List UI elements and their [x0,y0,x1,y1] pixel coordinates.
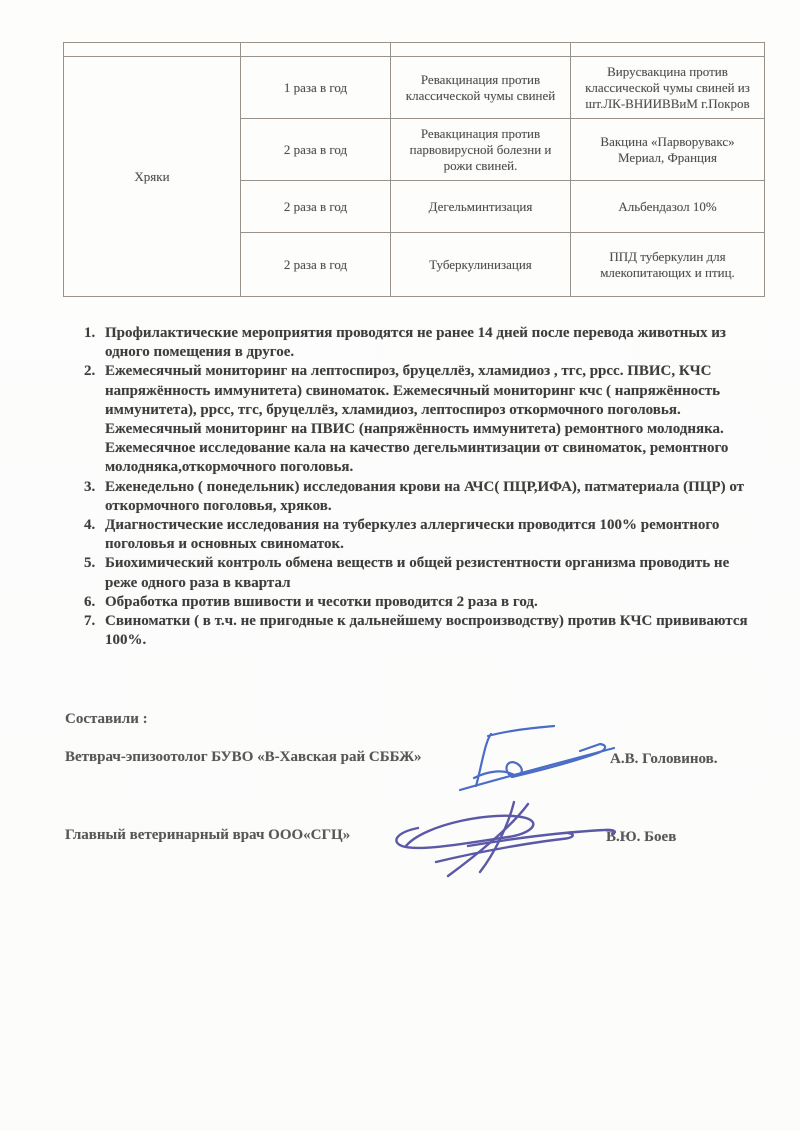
note-number: 3. [84,478,96,495]
note-item [84,554,748,592]
frequency-cell: 2 раза в год [241,181,391,233]
signature-golovinov [452,720,632,798]
note-item [84,612,748,650]
preparation-cell: Вирусвакцина против классической чумы свиней из шт.ЛК-ВНИИВВиМ г.Покров [571,57,765,119]
note-item [84,362,748,477]
frequency-cell: 2 раза в год [241,233,391,297]
procedure-cell: Ревакцинация против парвовирусной болезни и рожи свиней. [391,119,571,181]
preparation-cell: Альбендазол 10% [571,181,765,233]
procedure-cell: Ревакцинация против классической чумы свиней [391,57,571,119]
note-number: 4. [84,517,96,534]
signer-title-chief-vet: Главный ветеринарный врач ООО«СГЦ» [65,827,351,843]
animal-group-cell: Хряки [64,57,241,297]
table-row [64,57,765,119]
prepared-by-label: Составили : [65,711,148,727]
frequency-cell: 2 раза в год [241,119,391,181]
procedure-cell: Туберкулинизация [391,233,571,297]
procedure-cell: Дегельминтизация [391,181,571,233]
signature-boev [376,792,628,888]
note-number: 5. [84,555,96,572]
signer-title-epizootologist: Ветврач-эпизоотолог БУВО «В-Хавская рай СББЖ» [65,749,422,765]
note-number: 7. [84,613,96,630]
table-header-row [64,43,765,57]
signer-name-golovinov: А.В. Головинов. [610,751,718,767]
note-item [84,324,748,362]
header-cell-empty [241,43,391,57]
note-number: 6. [84,593,96,610]
note-number: 2. [84,363,96,380]
note-text: Диагностические исследования на туберкулез аллергически проводится 100% ремонтного поголовья и основных свиноматок. [105,517,720,553]
note-item [84,516,748,554]
note-number: 1. [84,325,96,341]
note-text: Еженедельно ( понедельник) исследования крови на АЧС( ПЦР,ИФА), патматериала (ПЦР) от откормочного поголовья, хряков. [105,478,744,514]
header-cell-empty [391,43,571,57]
header-cell-empty [571,43,765,57]
note-text: Профилактические мероприятия проводятся не ранее 14 дней после перевода животных из одного помещения в другое. [105,325,726,361]
notes-list [84,324,748,650]
note-item [84,593,748,612]
signer-name-boev: В.Ю. Боев [606,829,677,845]
frequency-cell: 1 раза в год [241,57,391,119]
vaccination-table [63,42,765,297]
note-item [84,478,748,516]
preparation-cell: Вакцина «Парворувакс» Мериал, Франция [571,119,765,181]
preparation-cell: ППД туберкулин для млекопитающих и птиц. [571,233,765,297]
note-text: Свиноматки ( в т.ч. не пригодные к дальнейшему воспроизводству) против КЧС прививаются 100%. [105,613,748,649]
header-cell-empty [64,43,241,57]
note-text: Обработка против вшивости и чесотки проводится 2 раза в год. [105,593,538,610]
note-text: Биохимический контроль обмена веществ и общей резистентности организма проводить не реже одного раза в квартал [105,555,730,591]
note-text: Ежемесячный мониторинг на лептоспироз, бруцеллёз, хламидиоз , тгс, ррсс. ПВИС, КЧС напряжённость иммунитета) свиноматок. Ежемесячный мониторинг кчс ( напряжённость иммунитета), ррсс, тгс, бруцеллёз, хламидиоз, лептоспироз откормочного поголовья. Ежемесячный мониторинг на ПВИС (напряжённость иммунитета) ремонтного молодняка. Ежемесячное исследование кала на качество дегельминтизации от свиноматок, ремонтного молодняка,откормочного поголовья. [105,363,729,476]
